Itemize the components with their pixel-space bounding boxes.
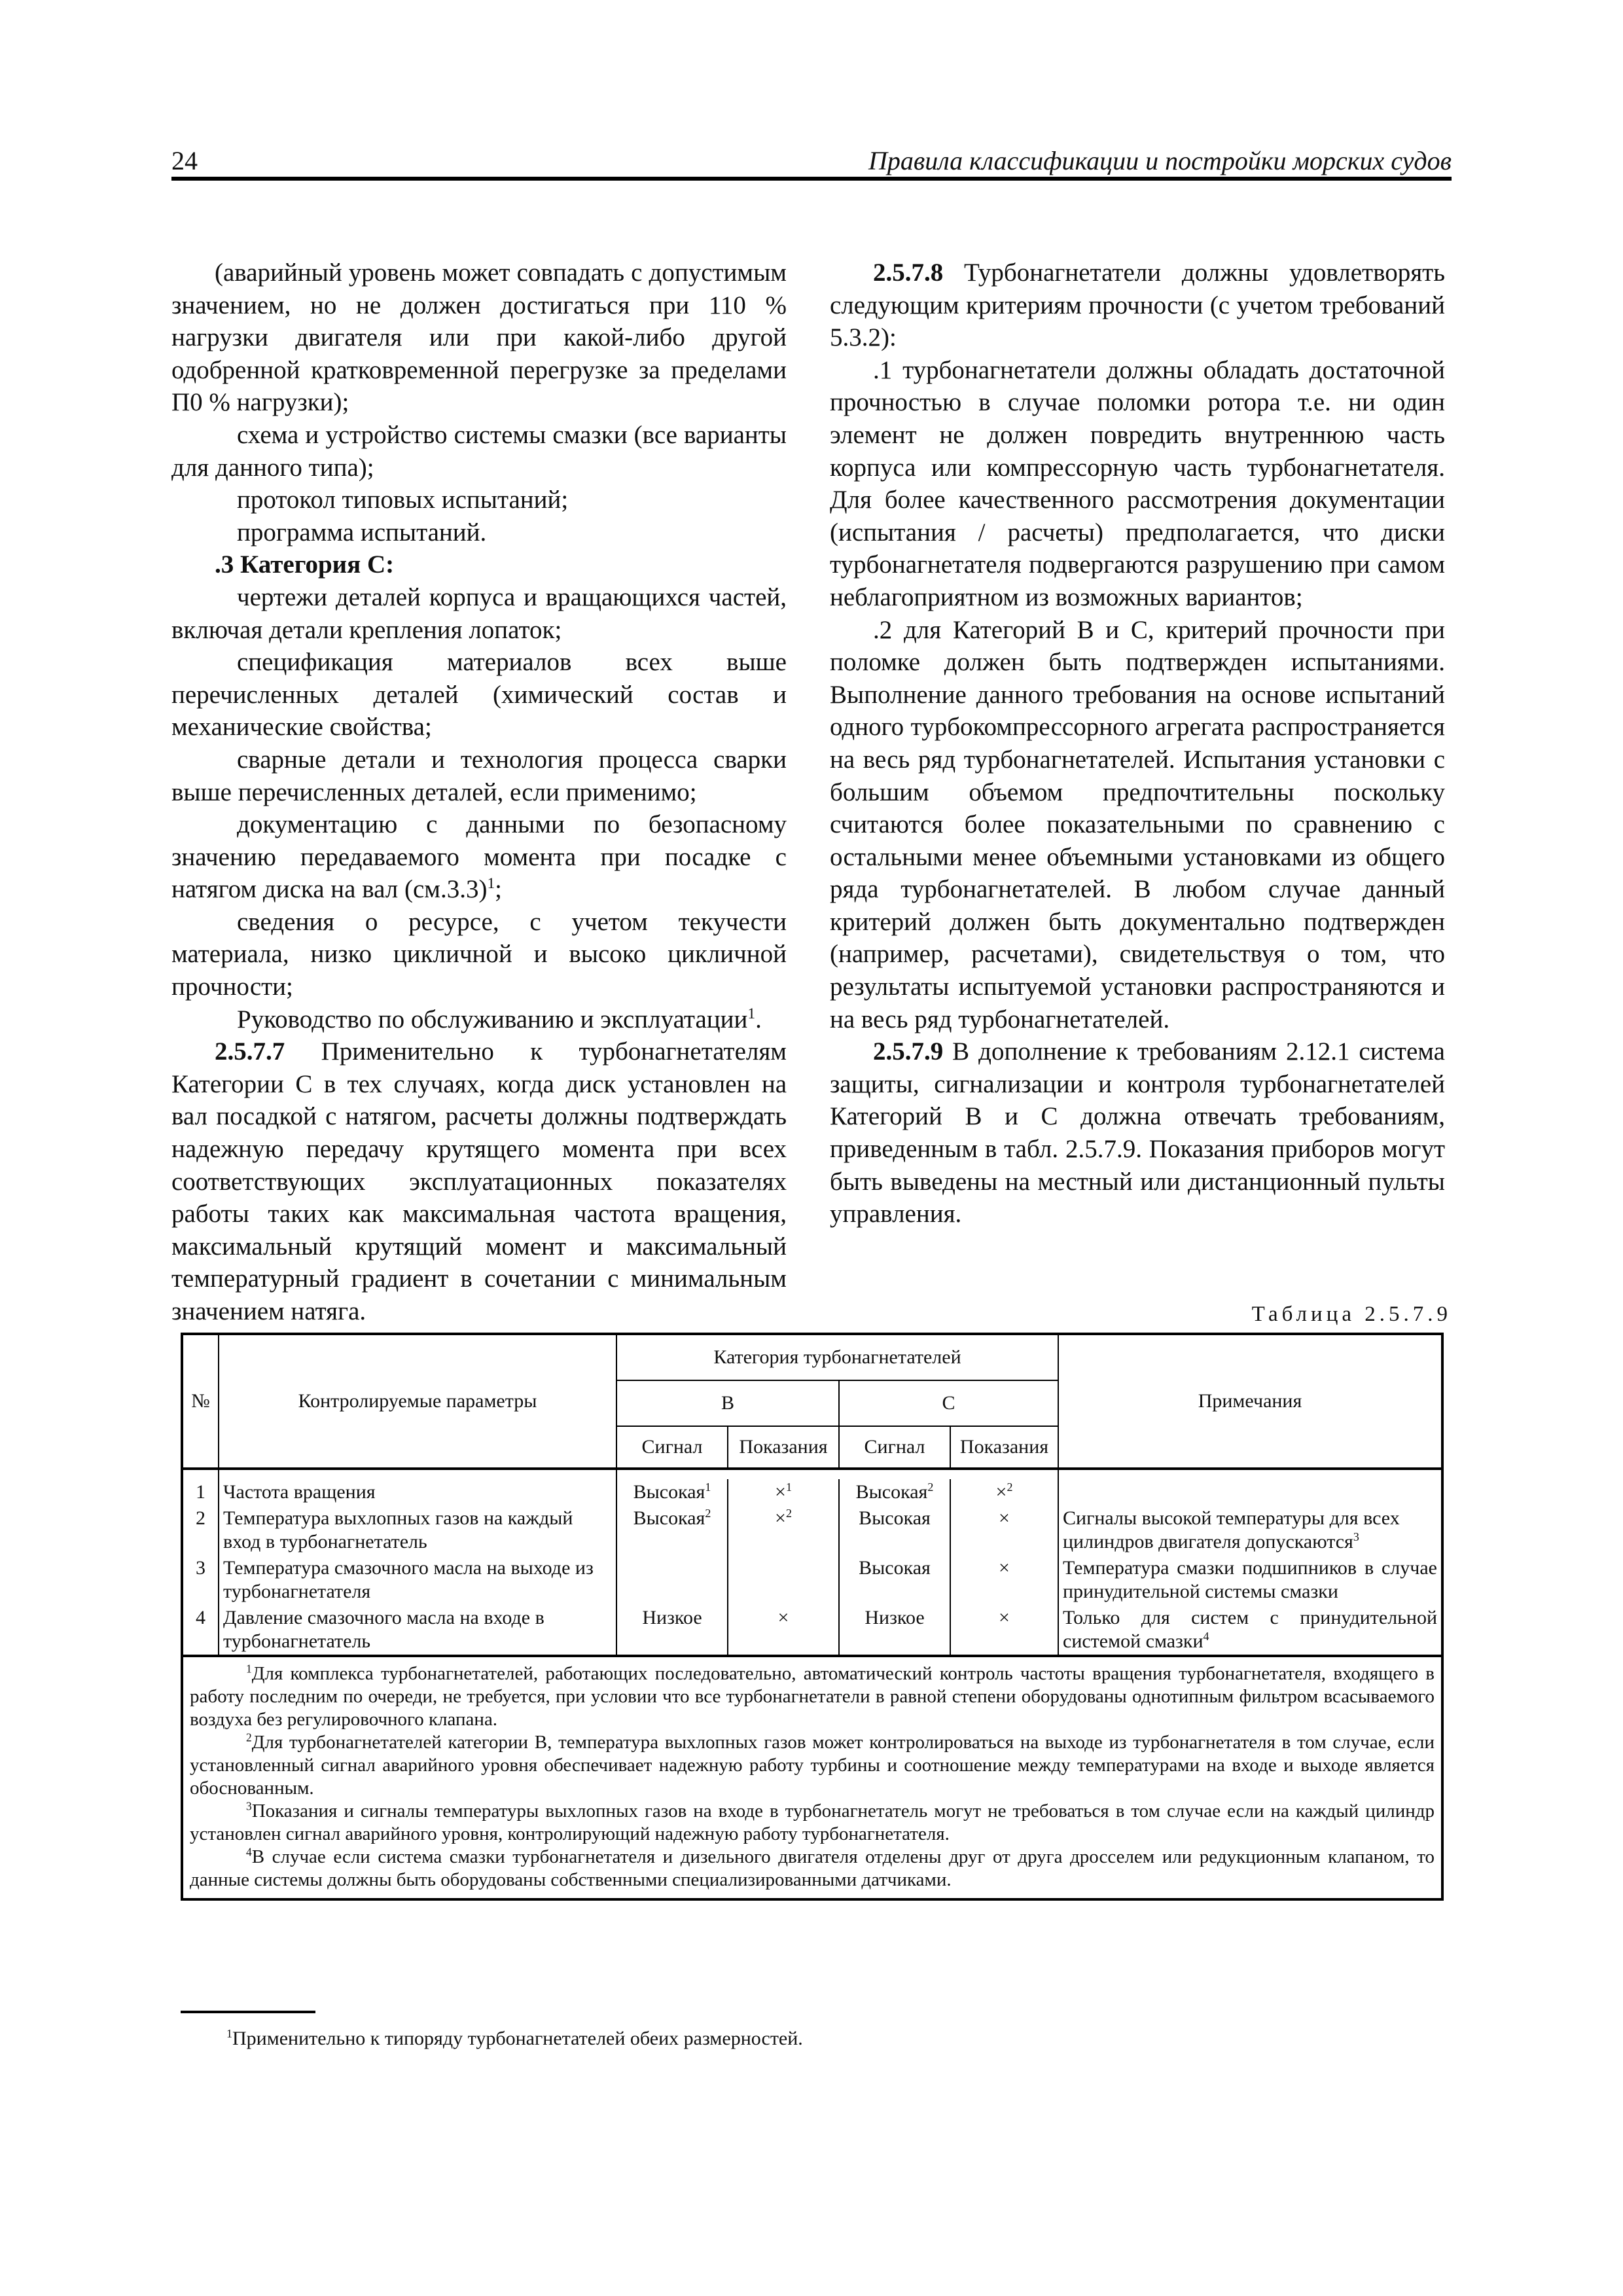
paragraph: протокол типовых испытаний; (237, 486, 569, 514)
left-column (171, 257, 787, 1328)
note-ref: 1 (705, 1480, 711, 1494)
header-cat-c: С (839, 1380, 1058, 1426)
row-c-signal (839, 1505, 950, 1555)
paragraph: .1 турбонагнетатели должны обладать достаточной прочностью в случае поломки ротора т.е. ни один элемент не должен повредить внутреннюю часть корпуса или компрессорную часть турбонагнетателя. Для более качественного рассмотрения документации (испытания / расчеты) предполагается, что диски турбонагнетателя подвергаются разрушению при самом неблагоприятном из возможных вариантов; (830, 355, 1445, 611)
row-c-read (950, 1479, 1058, 1505)
note-marker: 2 (246, 1731, 252, 1744)
paragraph (171, 1035, 787, 1327)
row-b-signal (616, 1505, 728, 1555)
table-caption: Таблица 2.5.7.9 (1251, 1302, 1452, 1326)
cell-text: Высокая (855, 1481, 928, 1503)
cell-text: × (775, 1507, 786, 1529)
table-spacer-row (182, 1469, 1442, 1479)
note-ref: 2 (1007, 1480, 1013, 1494)
right-column (830, 257, 1445, 1230)
note-ref: 2 (785, 1507, 792, 1520)
table-note (190, 1846, 1435, 1892)
paragraph-text: документацию с данными по безопасному значению передаваемого момента при посадке с натягом диска на вал (см.3.3) (171, 810, 787, 904)
row-param: Давление смазочного масла на входе в турбонагнетатель (219, 1605, 616, 1656)
row-param: Частота вращения (219, 1479, 616, 1505)
paragraph: сварные детали и технология процесса сварки выше перечисленных деталей, если применимо; (171, 745, 787, 806)
table-row (182, 1605, 1442, 1656)
table-notes (182, 1656, 1442, 1899)
row-c-signal: Высокая (839, 1555, 950, 1605)
table-note (190, 1800, 1435, 1846)
row-note (1058, 1479, 1442, 1505)
header-rule (171, 177, 1452, 181)
row-num: 1 (182, 1479, 219, 1505)
footnote-marker: 1 (226, 2027, 232, 2040)
cell-text: Только для систем с принудительной системой смазки (1063, 1607, 1437, 1652)
row-b-read (728, 1505, 839, 1555)
note-ref: 4 (1203, 1630, 1209, 1643)
header-readings: Показания (950, 1426, 1058, 1469)
footnote-ref: 1 (747, 1005, 756, 1022)
row-c-read: × (950, 1605, 1058, 1656)
note-marker: 3 (246, 1799, 252, 1813)
row-c-signal (839, 1479, 950, 1505)
page-footnote (226, 2028, 803, 2050)
header-notes: Примечания (1058, 1334, 1442, 1469)
paragraph: программа испытаний. (237, 518, 487, 547)
paragraph: документацию с данными по безопасному значению передаваемого момента при посадке с натягом диска на вал $(см.3.3)^1$; (171, 810, 787, 904)
footnote-ref: 1 (487, 875, 495, 893)
note-marker: 4 (246, 1845, 252, 1859)
row-b-read (728, 1479, 839, 1505)
footnote-text: Применительно к типоряду турбонагнетателей обеих размерностей. (232, 2028, 803, 2049)
header-params: Контролируемые параметры (219, 1334, 616, 1469)
cell-text: Высокая (633, 1507, 705, 1529)
header-readings: Показания (728, 1426, 839, 1469)
cell-text: Сигналы высокой температуры для всех цилиндров двигателя допускаются (1063, 1507, 1400, 1552)
monitoring-table (181, 1333, 1444, 1901)
row-note (1058, 1505, 1442, 1555)
paragraph: чертежи деталей корпуса и вращающихся частей, включая детали крепления лопаток; (171, 583, 787, 644)
paragraph: (аварийный уровень может совпадать с допустимым значением, но не должен достигаться при 110 % нагрузки двигателя или при какой-либо другой одобренной кратковременной перегрузке за пределами П0 % нагрузки); (171, 259, 787, 417)
paragraph-text: Применительно к турбонагнетателям Категории С в тех случаях, когда диск установлен на вал посадкой с натягом, расчеты должны подтверждать надежную передачу крутящего момента при всех соответствующих эксплуатационных показателях работы таких как максимальная частота вращения, максимальный крутящий момент и максимальный температурный градиент в сочетании с минимальным значением натяга. (171, 1037, 787, 1325)
note-text: В случае если система смазки турбонагнетателя и дизельного двигателя отделены друг от друга дросселем или редукционным клапаном, то данные системы должны быть оборудованы собственными специализированными датчиками. (190, 1846, 1435, 1890)
running-title: Правила классификации и постройки морских судов (868, 146, 1452, 175)
paragraph: спецификация материалов всех выше перечисленных деталей (химический состав и механические свойства; (171, 648, 787, 742)
note-ref: 3 (1353, 1530, 1359, 1543)
header-signal: Сигнал (616, 1426, 728, 1469)
cell-text: × (775, 1481, 786, 1503)
cell-text: × (995, 1481, 1007, 1503)
row-num: 2 (182, 1505, 219, 1555)
row-b-signal (616, 1555, 728, 1605)
paragraph: .2 для Категорий В и С, критерий прочности при поломке должен быть подтвержден испытаниями. Выполнение данного требования на основе испытаний одного турбокомпрессорного агрегата распространяется на весь ряд турбонагнетателей. Испытания установки с большим объемом предпочтительны поскольку считаются более показательными по сравнению с остальными менее объемными установками из общего ряда турбонагнетателей. В любом случае данный критерий должен быть документально подтвержден (например, расчетами), свидетельствуя о том, что результаты испытуемой установки распространяются и на весь ряд турбонагнетателей. (830, 615, 1445, 1033)
cell-text: Высокая (633, 1481, 705, 1503)
cell-text: Высокая (859, 1507, 931, 1529)
row-num: 4 (182, 1605, 219, 1656)
table-note (190, 1731, 1435, 1800)
note-ref: 1 (785, 1480, 792, 1494)
paragraph (830, 257, 1445, 354)
clause-number: 2.5.7.9 (873, 1037, 944, 1066)
note-marker: 1 (246, 1662, 252, 1676)
paragraph: сведения о ресурсе, с учетом текучести материала, низко цикличной и высоко цикличной прочности; (171, 907, 787, 1001)
paragraph: схема и устройство системы смазки (все варианты для данного типа); (171, 420, 787, 482)
row-c-read (950, 1505, 1058, 1555)
header-num: № (182, 1334, 219, 1469)
note-ref: 2 (705, 1507, 711, 1520)
paragraph-text: В дополнение к требованиям 2.12.1 система защиты, сигнализации и контроля турбонагнетателей Категорий В и С должна отвечать требованиям, приведенным в табл. 2.5.7.9. Показания приборов могут быть выведены на местный или дистанционный пульты управления. (830, 1037, 1445, 1229)
table-note (190, 1662, 1435, 1731)
row-b-read (728, 1555, 839, 1605)
header-cat-b: В (616, 1380, 839, 1426)
clause-number: 2.5.7.7 (215, 1037, 285, 1066)
header-signal: Сигнал (839, 1426, 950, 1469)
footnote-rule (181, 2011, 315, 2013)
table-row (182, 1479, 1442, 1505)
paragraph (830, 1035, 1445, 1230)
row-param: Температура смазочного масла на выходе из турбонагнетателя (219, 1555, 616, 1605)
paragraph: Руководство по обслуживанию и эксплуатации$^1$. (237, 1005, 762, 1033)
row-note: Температура смазки подшипников в случае принудительной системы смазки (1058, 1555, 1442, 1605)
row-param: Температура выхлопных газов на каждый вход в турбонагнетатель (219, 1505, 616, 1555)
row-b-signal: Низкое (616, 1605, 728, 1656)
row-num: 3 (182, 1555, 219, 1605)
note-text: Для турбонагнетателей категории В, температура выхлопных газов может контролироваться на выходе из турбонагнетателя в том случае, если установленный сигнал аварийного уровня обеспечивает надежную работу турбины и соотношение между температурами на входе и выходе является обоснованным. (190, 1732, 1435, 1799)
row-b-read: × (728, 1605, 839, 1656)
row-note (1058, 1605, 1442, 1656)
table-row (182, 1555, 1442, 1605)
table-row (182, 1505, 1442, 1555)
paragraph-text: Руководство по обслуживанию и эксплуатации (237, 1005, 748, 1033)
row-c-read: × (950, 1555, 1058, 1605)
note-text: Для комплекса турбонагнетателей, работающих последовательно, автоматический контроль частоты вращения турбонагнетателя, входящего в работу последним по очереди, не требуется, при условии что все турбонагнетатели в равной степени оборудованы однотипным фильтром всасываемого воздуха без регулировочного клапана. (190, 1663, 1435, 1730)
note-ref: 2 (927, 1480, 934, 1494)
header-category: Категория турбонагнетателей (616, 1334, 1058, 1380)
page-number: 24 (171, 146, 198, 175)
row-c-signal: Низкое (839, 1605, 950, 1656)
note-text: Показания и сигналы температуры выхлопных газов на входе в турбонагнетатель могут не требоваться в том случае если на каждый цилиндр установлен сигнал аварийного уровня, контролирующий надежную работу турбонагнетателя. (190, 1801, 1435, 1844)
clause-number: 2.5.7.8 (873, 259, 944, 287)
table-header-row (182, 1334, 1442, 1380)
cell-text: × (999, 1507, 1010, 1529)
table-notes-row (182, 1656, 1442, 1899)
paragraph-text: Турбонагнетатели должны удовлетворять следующим критериям прочности (с учетом требований 5.3.2): (830, 259, 1445, 352)
row-b-signal (616, 1479, 728, 1505)
subsection-heading: .3 Категория С: (215, 550, 395, 579)
